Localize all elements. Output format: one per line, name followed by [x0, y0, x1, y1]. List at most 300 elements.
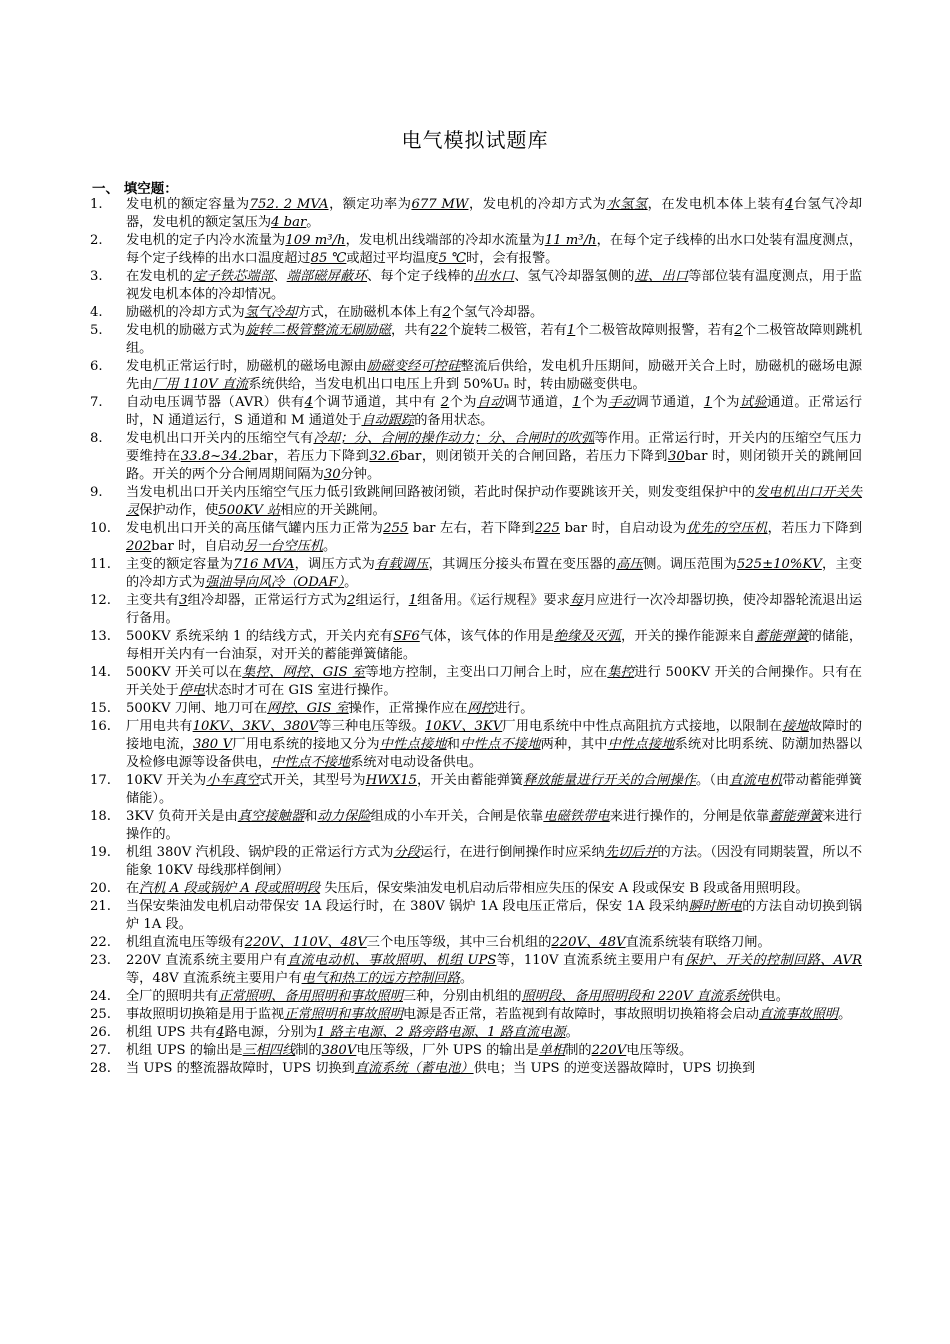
- question-item: [90, 988, 862, 1006]
- answer-blank: 停电: [178, 683, 206, 698]
- question-fragment: 台氢气冷却器，发电机的额定氢压为: [126, 197, 863, 230]
- question-fragment: 和: [304, 809, 318, 824]
- answer-blank: 1: [572, 395, 581, 410]
- question-fragment: 等作用。正常运行时，开关内的压缩空气压力要维持在: [126, 431, 863, 464]
- question-fragment: 机组直流电压等级有: [126, 935, 245, 950]
- answer-blank: 10KV、3KV: [424, 719, 503, 734]
- answer-blank: 汽机 A 段或锅炉 A 段或照明段: [139, 881, 321, 896]
- question-fragment: 个氢气冷却器。: [450, 305, 544, 320]
- question-text: [126, 358, 862, 394]
- question-number: 27.: [90, 1043, 111, 1058]
- question-item: [90, 322, 862, 358]
- answer-blank: 瞬时断电: [688, 899, 743, 914]
- question-fragment: bar，则闭锁开关的合闸回路，若压力下降到: [398, 449, 668, 464]
- answer-blank: 202: [126, 539, 152, 554]
- question-number: 13.: [90, 629, 111, 644]
- question-item: [90, 664, 862, 700]
- answer-blank: 2: [347, 593, 356, 608]
- answer-blank: 中性点接地: [607, 737, 675, 752]
- answer-blank: 旋转二极管整流无刷励磁: [245, 323, 392, 338]
- answer-blank: 励磁变经可控硅: [366, 359, 461, 374]
- question-fragment: 发电机出口开关的高压储气罐内压力正常为: [126, 521, 384, 536]
- question-fragment: 组运行，: [355, 593, 409, 608]
- question-fragment: ，主变的冷却方式为: [126, 557, 863, 590]
- question-fragment: 的储能，每相开关内有一台油泵，对开关的蓄能弹簧储能。: [126, 629, 863, 662]
- question-item: [90, 520, 862, 556]
- answer-blank: 动力保险: [317, 809, 371, 824]
- question-number: 12.: [90, 593, 111, 608]
- answer-blank: 3: [179, 593, 188, 608]
- question-fragment: 分钟。: [340, 467, 381, 482]
- question-text: [126, 844, 862, 880]
- question-fragment: 。: [323, 539, 337, 554]
- question-fragment: 在发电机的: [126, 269, 193, 284]
- answer-blank: 分段: [393, 845, 420, 860]
- question-fragment: 。: [565, 1025, 579, 1040]
- answer-blank: 直流事故照明: [759, 1007, 839, 1022]
- question-fragment: 3KV 负荷开关是由: [126, 809, 238, 824]
- question-fragment: 发电机的励磁方式为: [126, 323, 246, 338]
- question-fragment: 机组 UPS 共有: [126, 1025, 217, 1040]
- answer-blank: 接地: [782, 719, 809, 734]
- question-fragment: 厂用电系统的接地又分为: [232, 737, 380, 752]
- question-number: 25.: [90, 1007, 111, 1022]
- question-number: 5.: [90, 323, 103, 338]
- answer-blank: 85 ℃: [310, 251, 347, 266]
- question-fragment: ，若压力下降到: [767, 521, 863, 536]
- question-fragment: 发电机正常运行时，励磁机的磁场电源由: [126, 359, 367, 374]
- answer-blank: 出水口: [474, 269, 515, 284]
- question-fragment: 方式，在励磁机本体上有: [297, 305, 443, 320]
- question-text: [126, 520, 862, 556]
- question-fragment: 、每个定子线棒的: [366, 269, 475, 284]
- answer-blank: 4: [216, 1025, 225, 1040]
- question-fragment: 事故照明切换箱是用于监视: [126, 1007, 285, 1022]
- answer-blank: 单相: [538, 1043, 566, 1058]
- answer-blank: SF6: [393, 629, 420, 644]
- question-number: 7.: [90, 395, 103, 410]
- question-fragment: 500KV 开关可以在: [126, 665, 243, 680]
- question-number: 14.: [90, 665, 111, 680]
- question-fragment: 运行，在进行倒闸操作时应采纳: [419, 845, 605, 860]
- question-item: [90, 232, 862, 268]
- question-fragment: 状态时才可在 GIS 室进行操作。: [205, 683, 397, 698]
- question-text: [126, 232, 862, 268]
- question-number: 3.: [90, 269, 103, 284]
- question-number: 2.: [90, 233, 103, 248]
- question-text: [126, 628, 862, 664]
- answer-blank: 380V: [321, 1043, 357, 1058]
- question-fragment: 的方法自动切换到锅炉 1A 段。: [126, 899, 863, 932]
- answer-blank: 220V: [591, 1043, 627, 1058]
- answer-blank: 进、出口: [634, 269, 689, 284]
- answer-blank: 4: [304, 395, 314, 410]
- answer-blank: 定子铁芯端部: [192, 269, 274, 284]
- answer-blank: 正常照明和事故照明: [284, 1007, 403, 1022]
- question-fragment: ，调压方式为: [294, 557, 376, 572]
- question-fragment: 主变的额定容量为: [126, 557, 234, 572]
- answer-blank: 试验: [739, 395, 768, 410]
- question-fragment: 带动蓄能弹簧储能）。: [126, 773, 863, 806]
- question-fragment: 供电；当 UPS 的逆变送器故障时，UPS 切换到: [473, 1061, 756, 1076]
- question-fragment: ，发电机出线端部的冷却水流量为: [345, 233, 545, 248]
- question-fragment: 式开关，其型号为: [259, 773, 366, 788]
- answer-blank: 发电机出口开关失灵: [126, 485, 863, 518]
- question-text: [126, 772, 862, 808]
- question-fragment: 调节通道，: [635, 395, 704, 410]
- answer-blank: 另一台空压机: [243, 539, 324, 554]
- answer-blank: 高压: [616, 557, 644, 572]
- question-fragment: ，在发电机本体上装有: [647, 197, 785, 212]
- question-fragment: 个为: [449, 395, 477, 410]
- question-item: [90, 808, 862, 844]
- question-fragment: 故障时的接地电流，: [126, 719, 863, 752]
- question-number: 9.: [90, 485, 103, 500]
- question-text: [126, 304, 862, 322]
- question-number: 16.: [90, 719, 111, 734]
- answer-blank: 220V、48V: [551, 935, 626, 950]
- question-text: [126, 664, 862, 700]
- answer-blank: 380 V: [193, 737, 233, 752]
- question-number: 8.: [90, 431, 103, 446]
- question-fragment: 500KV 刀闸、地刀可在: [126, 701, 268, 716]
- question-fragment: 等部位装有温度测点，用于监视发电机本体的冷却情况。: [126, 269, 863, 302]
- question-fragment: 发电机出口开关内的压缩空气有: [126, 431, 314, 446]
- question-item: [90, 1042, 862, 1060]
- answer-blank: 冷却；分、合闸的操作动力；分、合闸时的吹弧: [313, 431, 595, 446]
- answer-blank: 释放能量进行开关的合闸操作: [523, 773, 697, 788]
- question-fragment: 进行。: [493, 701, 534, 716]
- question-text: [126, 556, 862, 592]
- question-fragment: 或超过平均温度: [346, 251, 439, 266]
- question-fragment: 供电。: [749, 989, 789, 1004]
- question-fragment: 制的: [295, 1043, 322, 1058]
- question-item: [90, 484, 862, 520]
- question-number: 22.: [90, 935, 111, 950]
- answer-blank: 30: [668, 449, 685, 464]
- question-fragment: 当发电机出口开关内压缩空气压力低引致跳闸回路被闭锁，若此时保护动作要跳该开关，则发变组保护中的: [126, 485, 756, 500]
- question-number: 10.: [90, 521, 111, 536]
- question-item: [90, 844, 862, 880]
- question-fragment: bar，若压力下降到: [250, 449, 370, 464]
- question-fragment: bar 时，自启动: [151, 539, 244, 554]
- question-item: [90, 934, 862, 952]
- question-fragment: 电压等级。: [626, 1043, 693, 1058]
- question-item: [90, 304, 862, 322]
- question-item: [90, 556, 862, 592]
- answer-blank: 蓄能弹簧: [755, 629, 809, 644]
- question-fragment: 个为: [580, 395, 609, 410]
- question-item: [90, 1006, 862, 1024]
- question-fragment: 系统对电动设备供电。: [350, 755, 483, 770]
- question-item: [90, 952, 862, 988]
- question-fragment: 主变共有: [126, 593, 180, 608]
- question-fragment: 个二极管故障则报警，若有: [575, 323, 735, 338]
- question-fragment: 等，110V 直流系统主要用户有: [496, 953, 685, 968]
- question-fragment: 保护动作，使: [139, 503, 219, 518]
- answer-blank: 525±10%KV: [736, 557, 822, 572]
- answer-blank: 5 ℃: [438, 251, 467, 266]
- question-item: [90, 1060, 862, 1078]
- answer-blank: 32.6: [369, 449, 399, 464]
- question-text: [126, 718, 862, 772]
- question-text: [126, 988, 862, 1006]
- answer-blank: 有载调压: [375, 557, 429, 572]
- answer-blank: 手动: [608, 395, 636, 410]
- question-fragment: 电压等级，厂外 UPS 的输出是: [356, 1043, 539, 1058]
- question-fragment: bar 左右，若下降到: [408, 521, 535, 536]
- answer-blank: 氢气冷却: [244, 305, 298, 320]
- question-fragment: 制的: [565, 1043, 592, 1058]
- question-item: [90, 628, 862, 664]
- question-text: [126, 268, 862, 304]
- question-text: [126, 394, 862, 430]
- question-fragment: 。: [838, 1007, 852, 1022]
- question-fragment: 自动电压调节器（AVR）供有: [126, 395, 305, 410]
- question-number: 24.: [90, 989, 111, 1004]
- answer-blank: 220V、110V、48V: [244, 935, 367, 950]
- question-fragment: 调节通道，: [504, 395, 573, 410]
- question-fragment: ，开关的操作能源来自: [621, 629, 756, 644]
- answer-blank: 752. 2 MVA: [249, 197, 329, 212]
- answer-blank: 绝缘及灭弧: [554, 629, 622, 644]
- question-fragment: 系统对比明系统、防潮加热器以及检修电源等设备供电，: [126, 737, 863, 770]
- answer-blank: 中性点接地: [379, 737, 447, 752]
- question-text: [126, 322, 862, 358]
- question-fragment: 厂用电系统中中性点高阻抗方式接地，以限制在: [502, 719, 783, 734]
- question-fragment: 的备用状态。: [414, 413, 494, 428]
- question-fragment: 组备用。《运行规程》要求: [417, 593, 570, 608]
- answer-blank: 2: [442, 305, 451, 320]
- question-fragment: 来进行操作的，分闸是依靠: [609, 809, 770, 824]
- question-item: [90, 358, 862, 394]
- question-number: 6.: [90, 359, 103, 374]
- question-number: 21.: [90, 899, 111, 914]
- answer-blank: 蓄能弹簧: [769, 809, 823, 824]
- question-fragment: 时，会有报警。: [466, 251, 559, 266]
- question-fragment: 三种，分别由机组的: [402, 989, 522, 1004]
- question-fragment: ，开关由蓄能弹簧: [416, 773, 524, 788]
- question-number: 23.: [90, 953, 111, 968]
- question-fragment: 个旋转二极管，若有: [447, 323, 567, 338]
- answer-blank: 1: [566, 323, 576, 338]
- answer-blank: 厂用 110V 直流: [152, 377, 249, 392]
- question-item: [90, 898, 862, 934]
- question-number: 17.: [90, 773, 111, 788]
- answer-blank: 2: [440, 395, 450, 410]
- question-number: 11.: [90, 557, 111, 572]
- question-text: [126, 898, 862, 934]
- question-fragment: 个为: [712, 395, 740, 410]
- question-fragment: 在: [126, 881, 140, 896]
- question-fragment: 电源是否正常，若监视到有故障时，事故照明切换箱将会启动: [402, 1007, 759, 1022]
- question-text: [126, 934, 862, 952]
- question-fragment: 系统供给，当发电机出口电压上升到 50%Uₙ 时，转由励磁变供电。: [248, 377, 646, 392]
- question-fragment: 和: [446, 737, 461, 752]
- answer-blank: 电气和热工的远方控制回路: [301, 971, 460, 986]
- question-text: [126, 880, 862, 898]
- question-fragment: 发电机的额定容量为: [126, 197, 250, 212]
- answer-blank: 水氢氢: [606, 197, 648, 212]
- answer-blank: 真空接触器: [237, 809, 305, 824]
- answer-blank: 电磁铁带电: [543, 809, 610, 824]
- question-fragment: 来进行操作的。: [126, 809, 863, 842]
- answer-blank: 11 m³/h: [544, 233, 597, 248]
- question-item: [90, 880, 862, 898]
- question-fragment: 等三种电压等级。: [318, 719, 425, 734]
- answer-blank: 33.8~34.2: [180, 449, 251, 464]
- answer-blank: 677 MW: [411, 197, 469, 212]
- answer-blank: 三相四线: [242, 1043, 296, 1058]
- answer-blank: 自动: [476, 395, 505, 410]
- answer-blank: 255: [383, 521, 409, 536]
- question-fragment: 厂用电共有: [126, 719, 193, 734]
- question-fragment: 10KV 开关为: [126, 773, 207, 788]
- question-fragment: ，共有: [391, 323, 431, 338]
- question-text: [126, 430, 862, 484]
- question-item: [90, 430, 862, 484]
- question-fragment: 侧。调压范围为: [643, 557, 737, 572]
- question-text: [126, 1006, 862, 1024]
- answer-blank: 4: [784, 197, 794, 212]
- question-fragment: 。: [459, 971, 473, 986]
- question-number: 28.: [90, 1061, 111, 1076]
- answer-blank: 109 m³/h: [285, 233, 346, 248]
- question-text: [126, 592, 862, 628]
- question-item: [90, 1024, 862, 1042]
- question-list: [90, 196, 862, 1078]
- answer-blank: HWX15: [365, 773, 417, 788]
- question-item: [90, 772, 862, 808]
- question-fragment: 机组 UPS 的输出是: [126, 1043, 243, 1058]
- question-fragment: 整流后供给，发电机升压期间，励磁开关合上时，励磁机的磁场电源先由: [126, 359, 863, 392]
- answer-blank: 中性点不接地: [460, 737, 541, 752]
- question-fragment: 通道。正常运行时，N 通道运行，S 通道和 M 通道处于: [126, 395, 863, 428]
- question-text: [126, 1060, 862, 1078]
- answer-blank: 直流系统（蓄电池）: [354, 1061, 474, 1076]
- answer-blank: 10KV、3KV、380V: [192, 719, 319, 734]
- answer-blank: 30: [323, 467, 341, 482]
- answer-blank: 22: [430, 323, 448, 338]
- question-fragment: 当 UPS 的整流器故障时，UPS 切换到: [126, 1061, 355, 1076]
- question-item: [90, 196, 862, 232]
- answer-blank: 4 bar: [271, 215, 307, 230]
- answer-blank: 正常照明、备用照明和事故照明: [218, 989, 403, 1004]
- question-number: 1.: [90, 197, 103, 212]
- question-fragment: bar 时，自启动设为: [559, 521, 687, 536]
- question-fragment: ，发电机的冷却方式为: [468, 197, 607, 212]
- question-fragment: ，在每个定子线棒的出水口处装有温度测点，每个定子线棒的出水口温度超过: [126, 233, 863, 266]
- answer-blank: 小车真空: [206, 773, 260, 788]
- question-text: [126, 700, 862, 718]
- question-fragment: 、: [273, 269, 287, 284]
- question-item: [90, 700, 862, 718]
- question-fragment: 。: [306, 215, 320, 230]
- question-fragment: 个调节通道，其中有: [313, 395, 441, 410]
- question-fragment: 月应进行一次冷却器切换，使冷却器轮流退出运行备用。: [126, 593, 863, 626]
- answer-blank: 2: [734, 323, 743, 338]
- question-fragment: bar 时，则闭锁开关的跳闸回路。开关的两个分合闸周期间隔为: [126, 449, 863, 482]
- question-fragment: 500KV 系统采纳 1 的结线方式，开关内充有: [126, 629, 394, 644]
- answer-blank: 自动跟踪: [361, 413, 415, 428]
- answer-blank: 直流电机: [729, 773, 783, 788]
- question-fragment: 三个电压等级，其中三台机组的: [366, 935, 552, 950]
- question-text: [126, 808, 862, 844]
- question-fragment: ，额定功率为: [328, 197, 412, 212]
- answer-blank: 保护、开关的控制回路、AVR: [684, 953, 863, 968]
- question-fragment: 相应的开关跳闸。: [280, 503, 386, 518]
- question-fragment: 。（由: [696, 773, 730, 788]
- answer-blank: 先切后并: [604, 845, 658, 860]
- question-fragment: 组成的小车开关，合闸是依靠: [370, 809, 544, 824]
- question-fragment: ，其调压分接头布置在变压器的: [428, 557, 617, 572]
- answer-blank: 端部磁屏蔽环: [286, 269, 367, 284]
- question-fragment: 进行 500KV 开关的合闸操作。只有在开关处于: [126, 665, 862, 698]
- question-fragment: 气体，该气体的作用是: [419, 629, 554, 644]
- answer-blank: 网控: [467, 701, 494, 716]
- answer-blank: 网控、GIS 室: [267, 701, 349, 716]
- question-fragment: 直流系统装有联络刀闸。: [625, 935, 771, 950]
- question-text: [126, 1024, 862, 1042]
- question-fragment: 、氢气冷却器氢侧的: [514, 269, 635, 284]
- question-text: [126, 196, 862, 232]
- answer-blank: 225: [534, 521, 560, 536]
- answer-blank: 500KV 站: [218, 503, 281, 518]
- question-fragment: 路电源，分别为: [224, 1025, 317, 1040]
- question-fragment: 励磁机的冷却方式为: [126, 305, 245, 320]
- question-fragment: 发电机的定子内冷水流量为: [126, 233, 286, 248]
- question-fragment: 失压后，保安柴油发电机启动后带相应失压的保安 A 段或保安 B 段或备用照明段。: [320, 881, 809, 896]
- page-title: 电气模拟试题库: [401, 128, 549, 152]
- answer-blank: 1: [703, 395, 713, 410]
- answer-blank: 优先的空压机: [686, 521, 768, 536]
- question-number: 4.: [90, 305, 103, 320]
- question-number: 15.: [90, 701, 111, 716]
- answer-blank: 中性点不接地: [271, 755, 351, 770]
- question-text: [126, 1042, 862, 1060]
- question-fragment: 机组 380V 汽机段、锅炉段的正常运行方式为: [126, 845, 394, 860]
- answer-blank: 集控、网控、GIS 室: [242, 665, 366, 680]
- question-fragment: 组冷却器，正常运行方式为: [187, 593, 348, 608]
- answer-blank: 716 MVA: [233, 557, 295, 572]
- question-fragment: 个二极管故障则跳机组。: [126, 323, 863, 356]
- answer-blank: 照明段、备用照明段和 220V 直流系统: [521, 989, 750, 1004]
- answer-blank: 1: [408, 593, 418, 608]
- question-number: 18.: [90, 809, 111, 824]
- question-fragment: 的方法。（因没有同期装置，所以不能象 10KV 母线那样倒闸）: [126, 845, 863, 878]
- answer-blank: 每: [569, 593, 584, 608]
- question-fragment: 操作，正常操作应在: [348, 701, 468, 716]
- question-fragment: 等，48V 直流系统主要用户有: [126, 971, 302, 986]
- question-fragment: 220V 直流系统主要用户有: [126, 953, 287, 968]
- section-heading: 一、 填空题：: [92, 181, 178, 197]
- question-number: 20.: [90, 881, 111, 896]
- question-fragment: 两种，其中: [540, 737, 608, 752]
- question-text: [126, 952, 862, 988]
- answer-blank: 集控: [607, 665, 635, 680]
- answer-blank: 强油导向风冷（ODAF）: [205, 575, 345, 590]
- question-fragment: 当保安柴油发电机启动带保安 1A 段运行时，在 380V 锅炉 1A 段电压正常后，保安 1A 段采纳: [126, 899, 689, 914]
- question-fragment: 全厂的照明共有: [126, 989, 219, 1004]
- question-number: 26.: [90, 1025, 111, 1040]
- question-item: [90, 718, 862, 772]
- answer-blank: 直流电动机、事故照明、机组 UPS: [287, 953, 497, 968]
- question-item: [90, 394, 862, 430]
- question-number: 19.: [90, 845, 111, 860]
- question-text: [126, 484, 862, 520]
- question-fragment: 。: [344, 575, 358, 590]
- question-item: [90, 592, 862, 628]
